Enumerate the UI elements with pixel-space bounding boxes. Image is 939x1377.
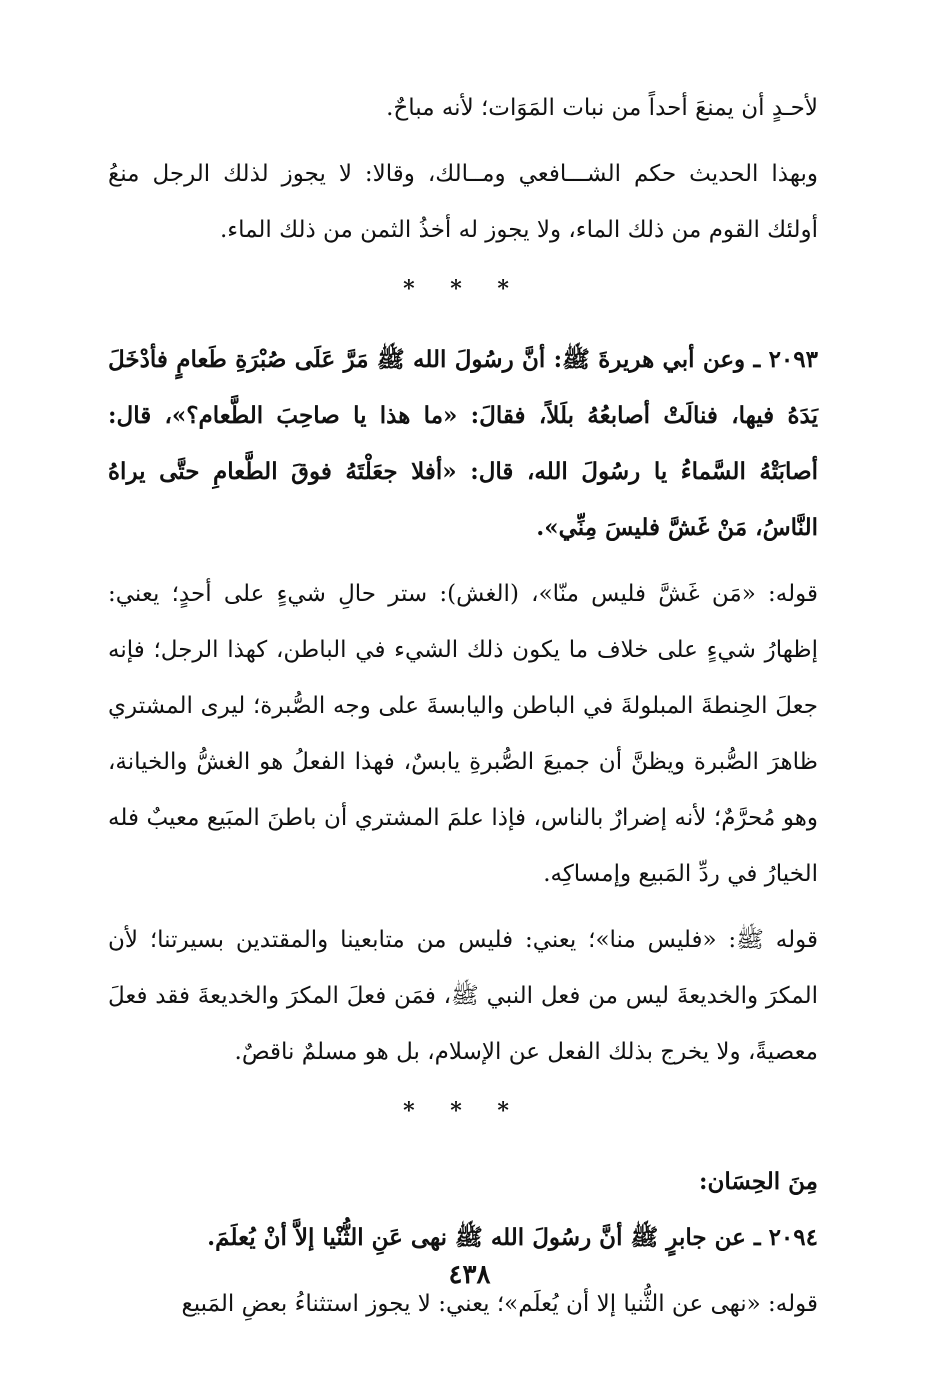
page-number: ٤٣٨: [448, 1260, 491, 1290]
paragraph-ruling: وبهذا الحديث حكم الشـــافعي ومــالك، وقالا: لا يجوز لذلك الرجل منعُ أولئك القوم من ذلك الماء، ولا يجوز له أخذُ الثمن من ذلك الماء.: [108, 161, 818, 243]
hadith-2094: ٢٠٩٤ ـ عن جابرٍ ﷺ أنَّ رسُولَ الله ﷺ نهى عَنِ الثُّنْيا إلاَّ أنْ يُعلَمَ.: [207, 1224, 818, 1251]
commentary-thunya: قوله: «نهى عن الثُّنيا إلا أن يُعلَم»؛ يعني: لا يجوز استثناءُ بعضِ المَبيع: [181, 1291, 818, 1317]
commentary-laysa-minna: قوله ﷺ: «فليس منا»؛ يعني: فليس من متابعينا والمقتدين بسيرتنا؛ لأن المكرَ والخديعةَ ليس من فعل النبي ﷺ، فمَن فعلَ المكرَ والخديعةَ فقد فعلَ معصيةً، ولا يخرج بذلك الفعل عن الإسلام، بل هو مسلمٌ ناقصٌ.: [108, 927, 818, 1065]
commentary-ghish: قوله: «مَن غَشَّ فليس منّا»، (الغش): ستر حالِ شيءٍ على أحدٍ؛ يعني: إظهارُ شيءٍ على خلاف ما يكون ذلك الشيء في الباطن، كهذا الرجل؛ فإنه جعلَ الحِنطةَ المبلولةَ في الباطن واليابسةَ على وجه الصُّبرة؛ ليرى المشتري ظاهرَ الصُّبرة ويظنَّ أن جميعَ الصُّبرةِ يابسٌ، فهذا الفعلُ هو الغشُّ والخيانة، وهو مُحرَّمٌ؛ لأنه إضرارٌ بالناس، فإذا علمَ المشتري أن باطنَ المبَيع معيبٌ فله الخيارُ في ردِّ المَبيع وإمساكِه.: [108, 581, 818, 887]
section-separator-2: * * *: [403, 1098, 523, 1124]
paragraph-continuation: لأحـدٍ أن يمنعَ أحداً من نبات المَوَات؛ لأنه مباحٌ.: [386, 95, 818, 121]
section-heading: مِنَ الحِسَان:: [699, 1168, 818, 1195]
section-separator-1: * * *: [403, 276, 523, 302]
hadith-2093: ٢٠٩٣ ـ وعن أبي هريرةَ ﷺ: أنَّ رسُولَ الله ﷺ مَرَّ عَلَى صُبْرَةِ طَعامٍ فأدْخَلَ يَدَهُ فيها، فنالَتْ أصابعُهُ بلَلاً، فقالَ: «ما هذا يا صاحِبَ الطَّعام؟»، قال: أصابَتْهُ السَّماءُ يا رسُولَ الله، قال: «أفلا جعَلْتَهُ فوقَ الطَّعامِ حتَّى يراهُ النَّاسُ، مَنْ غَشَّ فليسَ مِنِّي».: [108, 346, 818, 541]
page-body: [108, 80, 818, 1342]
